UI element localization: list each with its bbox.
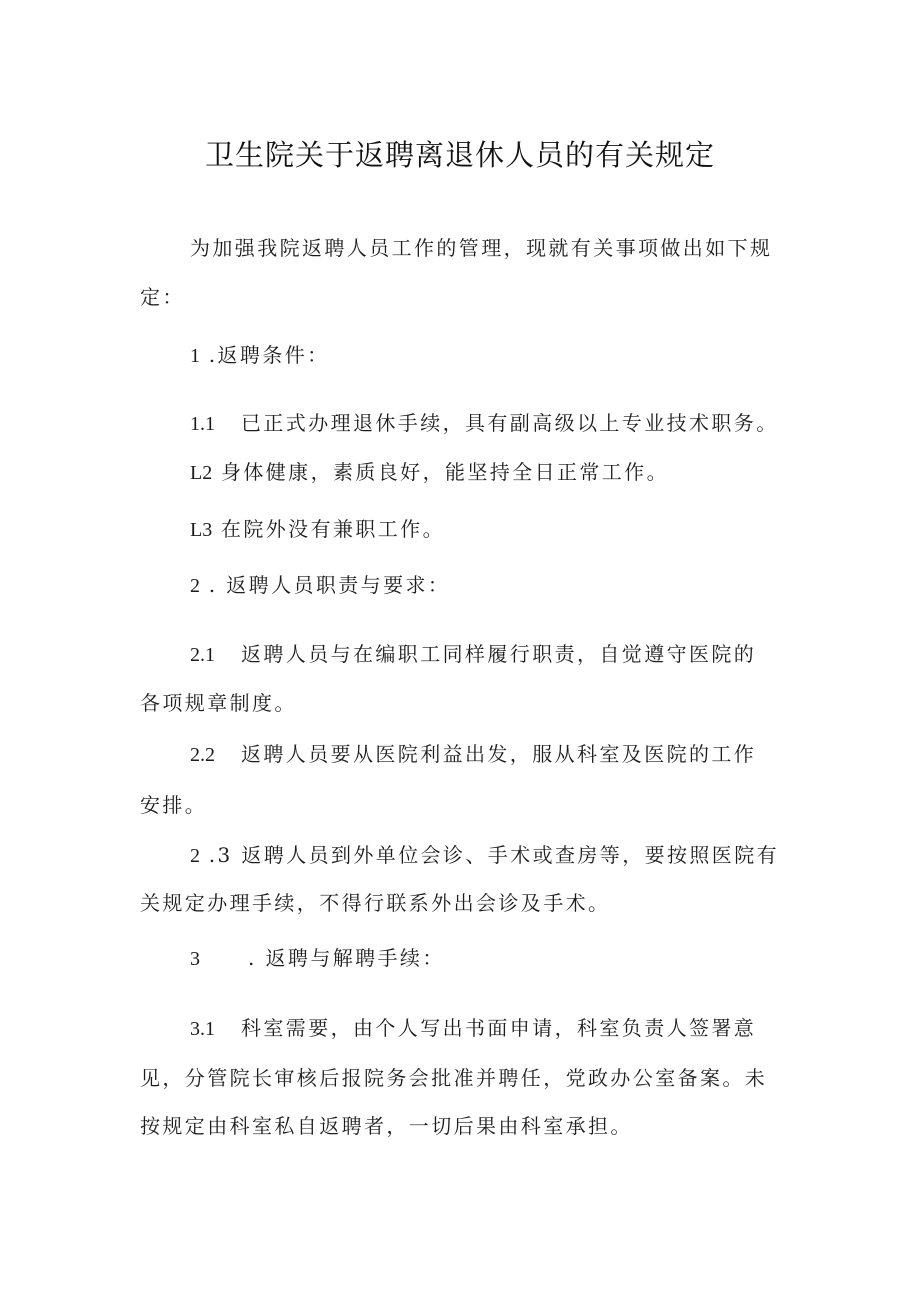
clause-3-1-line-3: 按规定由科室私自返聘者，一切后果由科室承担。 [140,1114,633,1138]
clause-3-1-text: 科室需要，由个人写出书面申请，科室负责人签署意 [241,1016,757,1040]
clause-1-3-number: L3 [190,519,213,541]
intro-line-1: 为加强我院返聘人员工作的管理，现就有关事项做出如下规 [190,236,773,260]
clause-2-3-text: .3 返聘人员到外单位会诊、手术或查房等，要按照医院有 [208,843,780,867]
clause-1-2-text: 身体健康，素质良好，能坚持全日正常工作。 [220,460,669,484]
clause-1-1 [190,413,779,434]
clause-2-2-line-1 [190,744,756,765]
section-1-number: 1 [190,345,200,367]
section-3-number: 3 [190,948,200,970]
document-title: 卫生院关于返聘离退休人员的有关规定 [204,138,715,172]
clause-2-2-number: 2.2 [190,744,215,766]
clause-2-3-line-2: 关规定办理手续，不得行联系外出会诊及手术。 [140,891,611,915]
clause-2-1-number: 2.1 [190,644,215,666]
clause-2-1-line-1 [190,644,756,665]
clause-1-3 [190,519,445,540]
section-2-text: . 返聘人员职责与要求： [208,573,451,597]
section-2-heading [190,575,450,596]
clause-1-3-text: 在院外没有兼职工作。 [220,517,445,541]
section-1-text: .返聘条件： [208,343,330,367]
clause-2-2-text: 返聘人员要从医院利益出发，服从科室及医院的工作 [241,742,757,766]
clause-3-1-line-1 [190,1018,756,1039]
clause-1-2-number: L2 [190,462,213,484]
section-3-text: . 返聘与解聘手续： [248,946,445,970]
clause-3-1-line-2: 见，分管院长审核后报院务会批准并聘任，党政办公室备案。未 [140,1066,768,1090]
clause-1-2 [190,462,669,483]
clause-2-2-line-2: 安排。 [140,793,208,817]
section-1-heading [190,345,330,366]
section-3-heading [190,948,445,969]
clause-2-3-line-1 [190,845,779,866]
section-2-number: 2 [190,575,200,597]
clause-2-3-number: 2 [190,845,200,867]
clause-1-1-text: 已正式办理退休手续，具有副高级以上专业技术职务。 [241,411,779,435]
intro-line-2: 定： [140,285,185,309]
clause-3-1-number: 3.1 [190,1018,215,1040]
clause-2-1-line-2: 各项规章制度。 [140,691,297,715]
clause-1-1-number: 1.1 [190,413,215,435]
clause-2-1-text: 返聘人员与在编职工同样履行职责，自觉遵守医院的 [241,642,757,666]
